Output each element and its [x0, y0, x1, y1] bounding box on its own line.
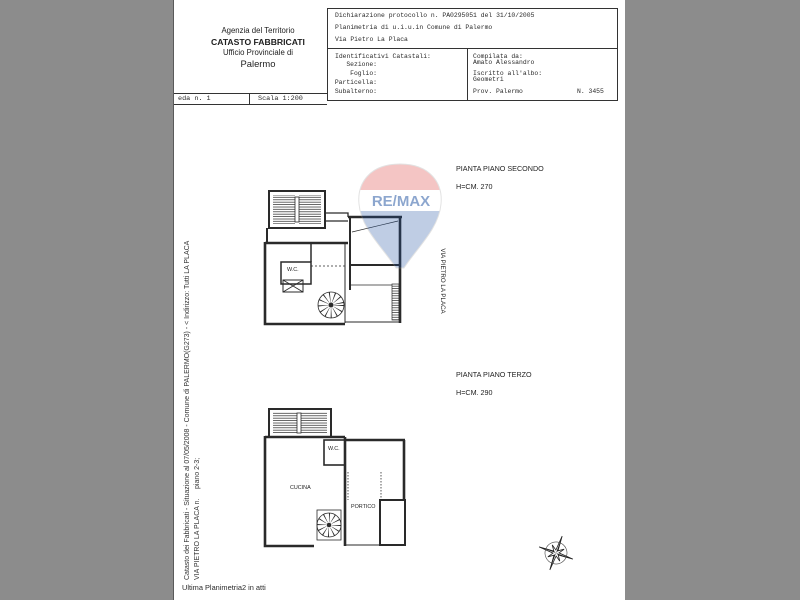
divider-line [174, 104, 327, 105]
province: Prov. Palermo [473, 88, 523, 95]
wall [325, 213, 348, 221]
compiler-name: Amato Alessandro [473, 59, 535, 66]
exterior-wall [345, 440, 405, 500]
room-label-wc: W.C. [287, 267, 299, 273]
margin-note-registry: Catasto dei Fabbricati - Situazione al 07/05/2008 - Comune di PALERMO(G273) - < Indirizzo: Tutti LA PLACA [184, 240, 191, 580]
register-value: Geometri [473, 76, 504, 83]
compiler-heading: Compilata da: [473, 53, 523, 60]
corner-room [380, 500, 405, 545]
room-label-wc: W.C. [328, 446, 340, 452]
divider-line [467, 48, 468, 101]
declaration-plan: Planimetria di u.i.u.in Comune di Palermo [335, 24, 493, 31]
compass-rose-icon [533, 530, 579, 576]
divider-line [249, 93, 250, 104]
room-label-kitchen: CUCINA [290, 485, 311, 491]
margin-note-address: VIA PIETRO LA PLACA n. piano 2-3; [194, 457, 201, 580]
spiral-staircase [317, 513, 341, 537]
office-name: Ufficio Provinciale di [222, 48, 294, 57]
dashed-line [348, 472, 381, 500]
divider-line [174, 93, 327, 94]
exterior-wall [265, 242, 348, 324]
plan-third-title: PIANTA PIANO TERZO [456, 370, 532, 379]
margin-notes [183, 220, 203, 580]
staircase [269, 409, 331, 437]
plan-second-title: PIANTA PIANO SECONDO [456, 164, 544, 173]
divider-line [327, 48, 618, 49]
room-label-portico: PORTICO [351, 504, 376, 510]
sheet-scale: Scala 1:200 [258, 95, 303, 103]
identifiers-heading: Identificativi Catastali: [335, 53, 431, 60]
register-number: N. 3455 [577, 88, 604, 95]
remax-balloon-watermark [355, 160, 445, 271]
floor-plan-third [265, 409, 405, 546]
staircase [269, 191, 325, 228]
plan-third-height: H=CM. 290 [456, 388, 493, 397]
service-shaft [283, 280, 303, 292]
agency-name: Agenzia del Territorio [221, 26, 295, 35]
particella-label: Particella: [334, 79, 377, 86]
sezione-label: Sezione: [346, 61, 377, 68]
subalterno-label: Subalterno: [334, 88, 377, 95]
declaration-address: Via Pietro La Placa [335, 36, 408, 43]
declaration-protocol: Dichiarazione protocollo n. PA0295051 del 31/10/2005 [335, 12, 535, 19]
office-city: Palermo [240, 58, 276, 69]
street-label: VIA PIETRO LA PLACA [439, 248, 446, 314]
plan-second-height: H=CM. 270 [456, 182, 493, 191]
remax-logo-text: RE/MAX [371, 193, 431, 210]
registry-title: CATASTO FABBRICATI [211, 37, 305, 47]
railing [392, 284, 399, 320]
footer-note: Ultima Planimetria2 in atti [182, 583, 266, 592]
spiral-staircase [318, 292, 344, 318]
foglio-label: Foglio: [350, 70, 377, 77]
sheet-number: eda n. 1 [178, 95, 211, 103]
wc-room [324, 440, 345, 465]
register-label: Iscritto all'albo: [473, 70, 543, 77]
